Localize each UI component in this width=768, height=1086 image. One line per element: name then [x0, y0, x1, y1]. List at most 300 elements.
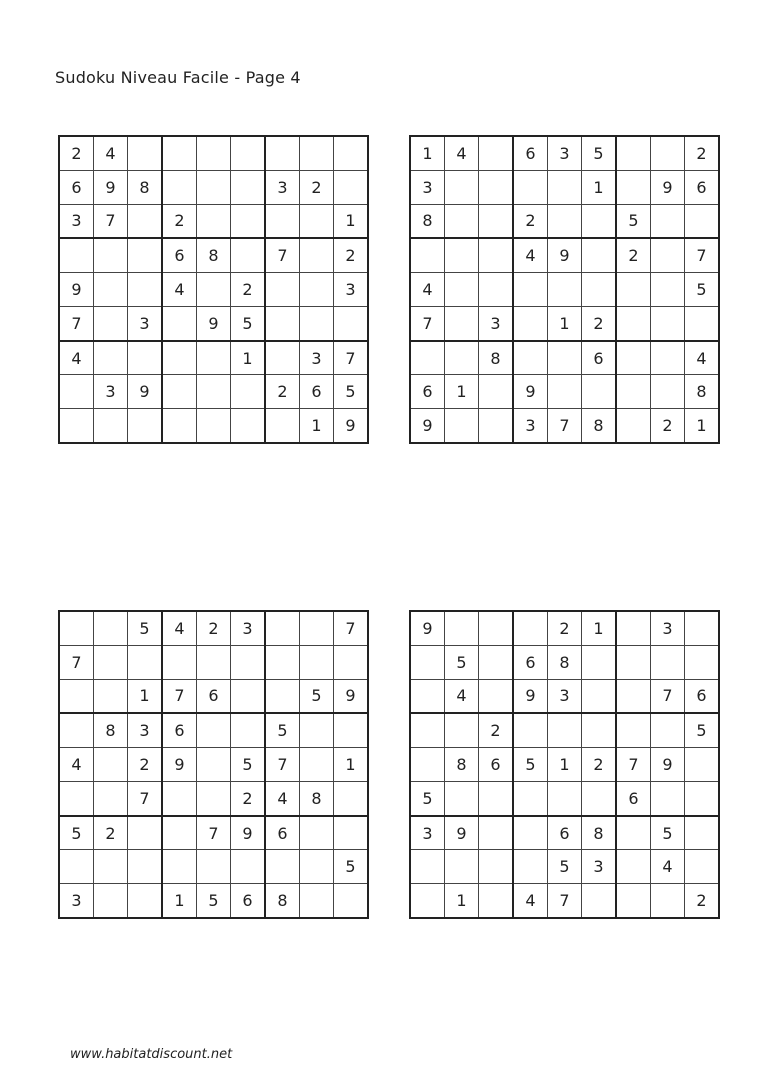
sudoku-cell: 8 [300, 781, 334, 815]
sudoku-cell: 2 [651, 409, 685, 443]
sudoku-cell [197, 341, 231, 375]
sudoku-cell: 3 [548, 679, 582, 713]
sudoku-cell [265, 679, 300, 713]
sudoku-cell [479, 170, 514, 204]
sudoku-cell: 6 [479, 748, 514, 782]
sudoku-cell [479, 781, 514, 815]
sudoku-cell [334, 713, 369, 747]
sudoku-cell: 5 [197, 884, 231, 918]
sudoku-cell: 3 [59, 884, 94, 918]
sudoku-cell [59, 375, 94, 409]
sudoku-cell: 9 [334, 409, 369, 443]
sudoku-row [59, 273, 368, 307]
sudoku-cell [265, 850, 300, 884]
sudoku-cell [128, 884, 163, 918]
sudoku-cell [548, 204, 582, 238]
sudoku-row [59, 375, 368, 409]
sudoku-cell: 3 [334, 273, 369, 307]
sudoku-row [410, 713, 719, 747]
sudoku-row [59, 238, 368, 272]
sudoku-cell: 6 [300, 375, 334, 409]
sudoku-cell [685, 306, 720, 340]
sudoku-cell [582, 781, 617, 815]
sudoku-cell [59, 781, 94, 815]
sudoku-cell: 5 [334, 850, 369, 884]
sudoku-cell [582, 884, 617, 918]
sudoku-cell: 5 [651, 816, 685, 850]
sudoku-cell: 3 [513, 409, 548, 443]
sudoku-cell [300, 850, 334, 884]
sudoku-row [410, 816, 719, 850]
sudoku-cell [410, 679, 445, 713]
sudoku-cell: 4 [445, 679, 479, 713]
sudoku-cell [410, 341, 445, 375]
sudoku-cell: 5 [616, 204, 651, 238]
sudoku-grid-1 [58, 135, 369, 444]
sudoku-cell: 8 [548, 645, 582, 679]
sudoku-cell: 7 [128, 781, 163, 815]
sudoku-cell: 1 [445, 884, 479, 918]
sudoku-cell [685, 748, 720, 782]
sudoku-cell: 7 [59, 645, 94, 679]
sudoku-cell [300, 748, 334, 782]
sudoku-cell [616, 136, 651, 170]
sudoku-cell [265, 306, 300, 340]
sudoku-cell [128, 204, 163, 238]
sudoku-cell [616, 816, 651, 850]
sudoku-cell [231, 713, 266, 747]
sudoku-cell [300, 136, 334, 170]
sudoku-cell: 7 [410, 306, 445, 340]
page-title: Sudoku Niveau Facile - Page 4 [55, 68, 301, 87]
sudoku-cell [616, 850, 651, 884]
sudoku-grid-3 [58, 610, 369, 919]
sudoku-cell: 6 [513, 136, 548, 170]
sudoku-cell [479, 850, 514, 884]
sudoku-cell: 5 [334, 375, 369, 409]
footer-url: www.habitatdiscount.net [70, 1047, 233, 1062]
sudoku-cell: 2 [513, 204, 548, 238]
sudoku-cell [616, 306, 651, 340]
sudoku-cell: 3 [582, 850, 617, 884]
sudoku-cell: 8 [445, 748, 479, 782]
sudoku-cell [334, 645, 369, 679]
sudoku-cell [582, 375, 617, 409]
sudoku-cell [479, 273, 514, 307]
sudoku-row [59, 204, 368, 238]
sudoku-cell: 9 [548, 238, 582, 272]
sudoku-cell [265, 204, 300, 238]
sudoku-cell: 7 [548, 409, 582, 443]
sudoku-cell [616, 611, 651, 645]
sudoku-cell [334, 816, 369, 850]
sudoku-cell: 3 [128, 306, 163, 340]
sudoku-cell: 2 [334, 238, 369, 272]
sudoku-cell [445, 611, 479, 645]
sudoku-cell [300, 204, 334, 238]
sudoku-cell: 9 [94, 170, 128, 204]
sudoku-cell: 4 [94, 136, 128, 170]
sudoku-cell: 2 [582, 306, 617, 340]
sudoku-row [410, 136, 719, 170]
sudoku-cell [94, 611, 128, 645]
sudoku-row [410, 645, 719, 679]
sudoku-cell: 7 [685, 238, 720, 272]
sudoku-cell [94, 679, 128, 713]
sudoku-row [410, 611, 719, 645]
sudoku-cell [231, 409, 266, 443]
sudoku-cell [410, 645, 445, 679]
sudoku-cell [94, 341, 128, 375]
sudoku-cell: 2 [231, 273, 266, 307]
sudoku-cell: 2 [582, 748, 617, 782]
sudoku-cell: 2 [479, 713, 514, 747]
sudoku-row [59, 781, 368, 815]
sudoku-cell [162, 850, 197, 884]
sudoku-cell [513, 306, 548, 340]
sudoku-cell [231, 170, 266, 204]
sudoku-cell [94, 645, 128, 679]
sudoku-cell [231, 136, 266, 170]
sudoku-cell [651, 781, 685, 815]
sudoku-cell: 7 [94, 204, 128, 238]
sudoku-row [410, 679, 719, 713]
sudoku-cell [265, 341, 300, 375]
sudoku-row [59, 816, 368, 850]
sudoku-row [59, 884, 368, 918]
sudoku-cell [651, 136, 685, 170]
sudoku-cell [128, 816, 163, 850]
sudoku-cell: 8 [582, 816, 617, 850]
sudoku-cell [162, 409, 197, 443]
sudoku-cell: 8 [128, 170, 163, 204]
sudoku-cell [513, 850, 548, 884]
sudoku-grid-2 [409, 135, 720, 444]
sudoku-cell [128, 273, 163, 307]
sudoku-cell: 4 [162, 611, 197, 645]
sudoku-cell [548, 273, 582, 307]
sudoku-cell [445, 170, 479, 204]
sudoku-cell [197, 781, 231, 815]
sudoku-cell [197, 850, 231, 884]
sudoku-cell: 4 [162, 273, 197, 307]
sudoku-cell: 1 [334, 204, 369, 238]
sudoku-cell: 2 [548, 611, 582, 645]
sudoku-cell [616, 884, 651, 918]
sudoku-cell [616, 375, 651, 409]
sudoku-cell [651, 375, 685, 409]
sudoku-cell: 9 [334, 679, 369, 713]
sudoku-cell [265, 273, 300, 307]
sudoku-cell: 4 [410, 273, 445, 307]
sudoku-row [59, 611, 368, 645]
sudoku-cell [300, 816, 334, 850]
sudoku-cell: 2 [685, 884, 720, 918]
sudoku-cell [582, 679, 617, 713]
sudoku-cell: 3 [410, 170, 445, 204]
sudoku-row [59, 748, 368, 782]
sudoku-cell: 6 [59, 170, 94, 204]
sudoku-cell [685, 781, 720, 815]
sudoku-cell: 5 [513, 748, 548, 782]
sudoku-cell [685, 611, 720, 645]
sudoku-cell: 1 [128, 679, 163, 713]
sudoku-cell [685, 204, 720, 238]
sudoku-cell: 3 [548, 136, 582, 170]
sudoku-cell [334, 170, 369, 204]
sudoku-cell [94, 884, 128, 918]
sudoku-cell [128, 409, 163, 443]
sudoku-cell: 1 [582, 170, 617, 204]
sudoku-cell [265, 645, 300, 679]
sudoku-row [410, 375, 719, 409]
sudoku-cell [616, 679, 651, 713]
sudoku-cell [616, 713, 651, 747]
sudoku-cell [128, 136, 163, 170]
sudoku-cell: 1 [582, 611, 617, 645]
sudoku-cell [231, 679, 266, 713]
sudoku-cell: 4 [265, 781, 300, 815]
sudoku-cell [128, 850, 163, 884]
sudoku-cell: 6 [685, 679, 720, 713]
sudoku-cell [231, 204, 266, 238]
sudoku-cell: 7 [265, 238, 300, 272]
sudoku-cell [548, 713, 582, 747]
sudoku-cell [445, 273, 479, 307]
sudoku-row [410, 884, 719, 918]
sudoku-cell [410, 748, 445, 782]
sudoku-cell [162, 306, 197, 340]
sudoku-cell: 7 [334, 341, 369, 375]
sudoku-cell [300, 884, 334, 918]
sudoku-cell [479, 375, 514, 409]
sudoku-cell [197, 375, 231, 409]
sudoku-cell [651, 273, 685, 307]
sudoku-cell [513, 781, 548, 815]
sudoku-cell [582, 645, 617, 679]
sudoku-cell [300, 713, 334, 747]
sudoku-cell [445, 341, 479, 375]
sudoku-cell: 5 [128, 611, 163, 645]
sudoku-cell [334, 306, 369, 340]
sudoku-cell [300, 273, 334, 307]
sudoku-cell [410, 713, 445, 747]
sudoku-cell: 4 [651, 850, 685, 884]
sudoku-cell [265, 409, 300, 443]
sudoku-cell [197, 273, 231, 307]
sudoku-row [410, 238, 719, 272]
sudoku-cell: 8 [410, 204, 445, 238]
sudoku-cell: 4 [685, 341, 720, 375]
sudoku-cell [59, 409, 94, 443]
sudoku-cell [94, 748, 128, 782]
sudoku-cell [651, 884, 685, 918]
sudoku-cell [513, 341, 548, 375]
sudoku-row [59, 306, 368, 340]
sudoku-cell [582, 273, 617, 307]
sudoku-cell: 9 [651, 748, 685, 782]
sudoku-row [59, 409, 368, 443]
sudoku-cell: 6 [410, 375, 445, 409]
sudoku-cell [334, 781, 369, 815]
sudoku-cell [479, 611, 514, 645]
sudoku-cell [582, 204, 617, 238]
sudoku-cell [59, 238, 94, 272]
sudoku-row [59, 645, 368, 679]
sudoku-cell [513, 611, 548, 645]
sudoku-cell [445, 409, 479, 443]
sudoku-cell [651, 341, 685, 375]
sudoku-cell: 8 [582, 409, 617, 443]
sudoku-cell [445, 850, 479, 884]
sudoku-cell: 9 [231, 816, 266, 850]
sudoku-cell: 6 [685, 170, 720, 204]
sudoku-cell: 9 [162, 748, 197, 782]
sudoku-cell [59, 850, 94, 884]
sudoku-cell [197, 645, 231, 679]
sudoku-cell [162, 170, 197, 204]
sudoku-cell [479, 409, 514, 443]
sudoku-cell: 2 [162, 204, 197, 238]
sudoku-cell [548, 781, 582, 815]
sudoku-cell [410, 850, 445, 884]
sudoku-cell [231, 375, 266, 409]
sudoku-cell [513, 273, 548, 307]
sudoku-cell [410, 238, 445, 272]
sudoku-cell [94, 238, 128, 272]
sudoku-cell [59, 611, 94, 645]
sudoku-cell: 1 [162, 884, 197, 918]
sudoku-cell: 2 [94, 816, 128, 850]
sudoku-cell [128, 341, 163, 375]
sudoku-cell: 6 [582, 341, 617, 375]
sudoku-cell: 5 [265, 713, 300, 747]
sudoku-cell [548, 375, 582, 409]
sudoku-cell [197, 170, 231, 204]
sudoku-cell: 3 [231, 611, 266, 645]
sudoku-cell [300, 645, 334, 679]
sudoku-cell: 2 [685, 136, 720, 170]
sudoku-cell [651, 238, 685, 272]
sudoku-cell [651, 645, 685, 679]
sudoku-cell: 9 [651, 170, 685, 204]
sudoku-cell [445, 204, 479, 238]
sudoku-cell [94, 306, 128, 340]
sudoku-cell [265, 136, 300, 170]
sudoku-cell [300, 611, 334, 645]
sudoku-cell [94, 781, 128, 815]
sudoku-cell: 9 [513, 375, 548, 409]
sudoku-cell: 8 [94, 713, 128, 747]
sudoku-cell: 7 [162, 679, 197, 713]
sudoku-cell: 5 [59, 816, 94, 850]
sudoku-cell: 6 [162, 238, 197, 272]
sudoku-cell [479, 136, 514, 170]
sudoku-cell: 4 [59, 341, 94, 375]
sudoku-cell [582, 713, 617, 747]
sudoku-cell [616, 341, 651, 375]
sudoku-row [59, 850, 368, 884]
sudoku-cell: 8 [197, 238, 231, 272]
sudoku-cell: 3 [94, 375, 128, 409]
sudoku-cell: 2 [300, 170, 334, 204]
sudoku-cell [265, 611, 300, 645]
sudoku-cell [128, 238, 163, 272]
sudoku-cell: 9 [445, 816, 479, 850]
sudoku-cell [162, 341, 197, 375]
sudoku-cell: 5 [582, 136, 617, 170]
sudoku-cell: 6 [548, 816, 582, 850]
sudoku-row [410, 170, 719, 204]
sudoku-cell [162, 816, 197, 850]
sudoku-row [410, 306, 719, 340]
sudoku-cell: 7 [59, 306, 94, 340]
sudoku-cell: 7 [197, 816, 231, 850]
sudoku-cell [300, 238, 334, 272]
sudoku-row [410, 204, 719, 238]
sudoku-cell [197, 409, 231, 443]
sudoku-cell [479, 884, 514, 918]
sudoku-cell [548, 170, 582, 204]
sudoku-row [410, 409, 719, 443]
sudoku-cell [231, 238, 266, 272]
sudoku-cell: 2 [59, 136, 94, 170]
sudoku-cell [651, 204, 685, 238]
sudoku-cell: 1 [445, 375, 479, 409]
sudoku-cell [162, 136, 197, 170]
sudoku-cell [300, 306, 334, 340]
sudoku-cell: 9 [410, 409, 445, 443]
sudoku-cell: 6 [265, 816, 300, 850]
sudoku-row [410, 748, 719, 782]
sudoku-cell: 3 [479, 306, 514, 340]
sudoku-cell: 8 [265, 884, 300, 918]
sudoku-cell: 4 [513, 884, 548, 918]
sudoku-cell: 9 [410, 611, 445, 645]
sudoku-cell: 3 [265, 170, 300, 204]
sudoku-cell: 5 [300, 679, 334, 713]
sudoku-row [410, 273, 719, 307]
sudoku-grid-4 [409, 610, 720, 919]
sudoku-cell: 7 [265, 748, 300, 782]
sudoku-cell: 9 [513, 679, 548, 713]
sudoku-cell: 6 [231, 884, 266, 918]
sudoku-row [410, 781, 719, 815]
sudoku-cell [445, 306, 479, 340]
sudoku-cell [445, 713, 479, 747]
sudoku-cell: 1 [548, 306, 582, 340]
sudoku-cell: 4 [513, 238, 548, 272]
sudoku-cell: 5 [410, 781, 445, 815]
sudoku-cell: 9 [59, 273, 94, 307]
sudoku-cell: 3 [410, 816, 445, 850]
sudoku-cell [582, 238, 617, 272]
sudoku-cell [513, 816, 548, 850]
sudoku-cell: 9 [128, 375, 163, 409]
sudoku-cell [445, 238, 479, 272]
sudoku-cell [59, 679, 94, 713]
sudoku-cell [513, 170, 548, 204]
sudoku-cell [231, 645, 266, 679]
sudoku-cell [479, 645, 514, 679]
sudoku-row [59, 679, 368, 713]
sudoku-row [410, 850, 719, 884]
sudoku-cell: 1 [548, 748, 582, 782]
sudoku-cell: 6 [513, 645, 548, 679]
sudoku-cell [548, 341, 582, 375]
sudoku-cell [445, 781, 479, 815]
sudoku-row [59, 136, 368, 170]
